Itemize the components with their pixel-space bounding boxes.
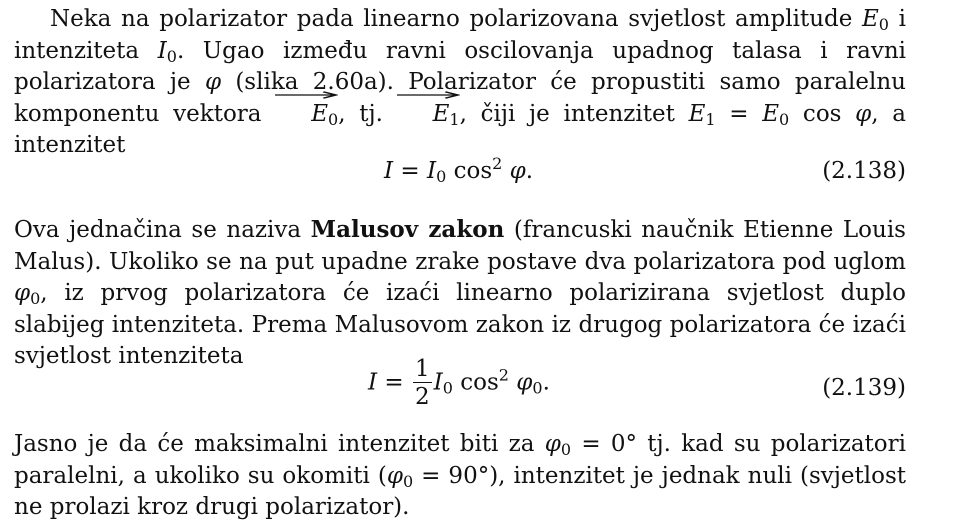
fraction xyxy=(413,356,432,411)
math-subscript: 0 xyxy=(166,46,177,66)
text: Neka na polarizator pada linearno polarizovana svjetlost amplitude xyxy=(50,6,862,32)
equation-2-138 xyxy=(14,154,906,190)
math-subscript: 0 xyxy=(560,440,572,459)
math-symbol: φ xyxy=(14,280,31,306)
vector-e0 xyxy=(275,99,338,131)
text: (francuski naučnik Etienne Louis Malus). Ukoliko se na put upadne zrake postave dva polarizatora pod uglom xyxy=(14,217,906,275)
math-subscript: 0 xyxy=(779,109,790,129)
math-punctuation: . xyxy=(542,369,550,396)
math-subscript: 0 xyxy=(328,109,339,129)
math-operator: = xyxy=(715,100,763,127)
math-subscript: 0 xyxy=(402,471,414,491)
bold-term: Malusov zakon xyxy=(310,216,505,243)
text: , čiji je intenzitet xyxy=(459,100,689,127)
math-function: cos xyxy=(789,100,856,127)
equation-body xyxy=(384,154,534,186)
text: . Ugao između ravni oscilovanja upadnog talasa i ravni polarizatora je xyxy=(14,37,906,95)
math-punctuation: . xyxy=(525,158,534,184)
math-symbol: I xyxy=(368,369,378,396)
math-subscript: 0 xyxy=(436,167,447,186)
fraction-denominator: 2 xyxy=(415,384,430,410)
paragraph-malus-law xyxy=(14,214,906,373)
math-symbol: E xyxy=(311,100,328,127)
math-symbol: I xyxy=(157,37,167,64)
text: Jasno je da će maksimalni intenzitet biti za xyxy=(14,431,545,457)
math-symbol: E xyxy=(862,6,879,32)
text: , tj. xyxy=(338,100,397,127)
math-subscript: 0 xyxy=(878,15,889,34)
math-symbol: φ xyxy=(386,462,403,489)
math-symbol: I xyxy=(384,158,394,184)
math-symbol: I xyxy=(427,158,437,184)
math-symbol: E xyxy=(432,100,450,127)
equation-2-139 xyxy=(14,356,906,426)
math-operator: = xyxy=(377,369,411,396)
math-superscript: 2 xyxy=(492,154,503,173)
math-symbol: I xyxy=(433,369,443,396)
math-symbol: φ xyxy=(502,158,526,184)
math-operator: = xyxy=(393,158,427,184)
text: ), intenzitet je jednak nuli (svjetlost ne prolazi kroz drugi polarizator). xyxy=(14,462,906,520)
math-function: cos xyxy=(452,369,499,396)
text: tj. kad su polarizatori paralelni, a ukoliko su okomiti ( xyxy=(14,431,906,489)
paragraph-conclusion xyxy=(14,429,906,524)
math-expression: = 0° xyxy=(571,431,648,457)
math-subscript: 0 xyxy=(532,378,543,398)
text: , a intenzitet xyxy=(14,100,907,158)
text: i intenziteta xyxy=(14,6,906,64)
math-symbol: E xyxy=(688,100,706,127)
math-subscript: 0 xyxy=(442,378,453,398)
vector-arrow-icon xyxy=(275,91,338,99)
math-expression: = 90° xyxy=(413,462,490,489)
fraction-numerator: 1 xyxy=(415,356,430,382)
math-symbol: E xyxy=(762,100,780,127)
paragraph-intro xyxy=(14,4,906,162)
math-subscript: 0 xyxy=(30,289,41,308)
math-superscript: 2 xyxy=(498,365,509,385)
math-subscript: 1 xyxy=(449,109,460,129)
text: (slika 2.60a). Polarizator će propustiti samo paralelnu komponentu vektora xyxy=(14,69,906,127)
math-subscript: 1 xyxy=(705,109,716,129)
math-symbol: φ xyxy=(508,369,533,396)
text: Ova jednačina se naziva xyxy=(14,217,311,243)
equation-body xyxy=(368,356,550,411)
vector-arrow-icon xyxy=(397,91,460,99)
math-symbol: φ xyxy=(855,100,872,127)
vector-e1 xyxy=(397,99,460,131)
math-function: cos xyxy=(446,158,493,184)
math-symbol: φ xyxy=(204,69,222,95)
text: , iz prvog polarizatora će izaći linearno polarizirana svjetlost duplo slabijeg intenziteta. Prema Malusovom zakon iz drugog polarizatora će izaći svjetlost intenziteta xyxy=(14,280,906,369)
equation-number: (2.139) xyxy=(822,375,906,401)
math-symbol: φ xyxy=(544,431,561,457)
equation-number: (2.138) xyxy=(822,158,906,184)
